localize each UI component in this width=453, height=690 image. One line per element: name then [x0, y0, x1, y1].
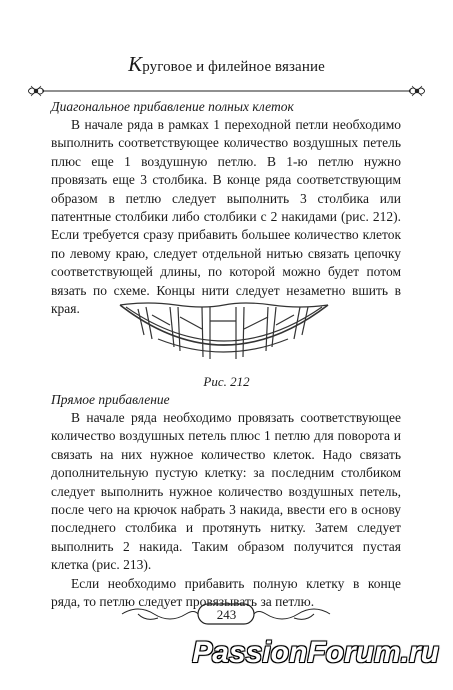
body-paragraph: В начале ряда необходимо провязать соответствующее количество воздушных петель плюс 1 петлю для поворота и связать на них нужное количество клеток. Надо связать дополнительную пустую клетку: за последним столбиком следует выполнить нужное количество воздушных петель, после чего на крючок набрать 3 накида, ввести его в основу последнего столбика и протянуть нитку. Затем следует выполнить 2 накида. Таким образом получится пустая клетка (рис. 213). — [51, 410, 401, 573]
flourish-right-icon — [409, 86, 425, 96]
section-diagonal — [51, 98, 401, 318]
section-heading: Диагональное прибавление полных клеток — [51, 99, 294, 114]
body-paragraph: Если необходимо прибавить полную клетку в конце ряда, то петлю следует провязывать за петлю. — [51, 575, 401, 610]
section-heading: Прямое прибавление — [51, 392, 170, 407]
header-title-text: руговое и филейное вязание — [142, 59, 325, 75]
running-header — [0, 52, 453, 77]
flourish-left-icon — [28, 86, 44, 96]
header-ornament-rule — [28, 84, 425, 98]
figure-caption: Рис. 212 — [203, 374, 250, 389]
watermark-text: PassionForum.ru — [192, 636, 439, 669]
section-straight — [51, 391, 401, 611]
page-number: 243 — [216, 607, 237, 622]
header-initial: К — [128, 52, 143, 76]
crochet-diagram-figure — [118, 295, 330, 365]
body-paragraph: В начале ряда в рамках 1 переходной петли необходимо выполнить соответствующее количество воздушных петель плюс еще 1 воздушную петлю. В 1-ю петлю нужно провязать еще 3 столбика. В конце ряда соответствующим образом в петлю следует выполнить 3 столбика или патентные столбики либо столбики с 2 накидами (рис. 212). Если требуется сразу прибавить большее количество клеток по левому краю, следует отдельной нитью связать цепочку соответствующей длины, по которой можно будет потом вязать по схеме. Концы нити следует незаметно вшить в края. — [51, 117, 401, 317]
